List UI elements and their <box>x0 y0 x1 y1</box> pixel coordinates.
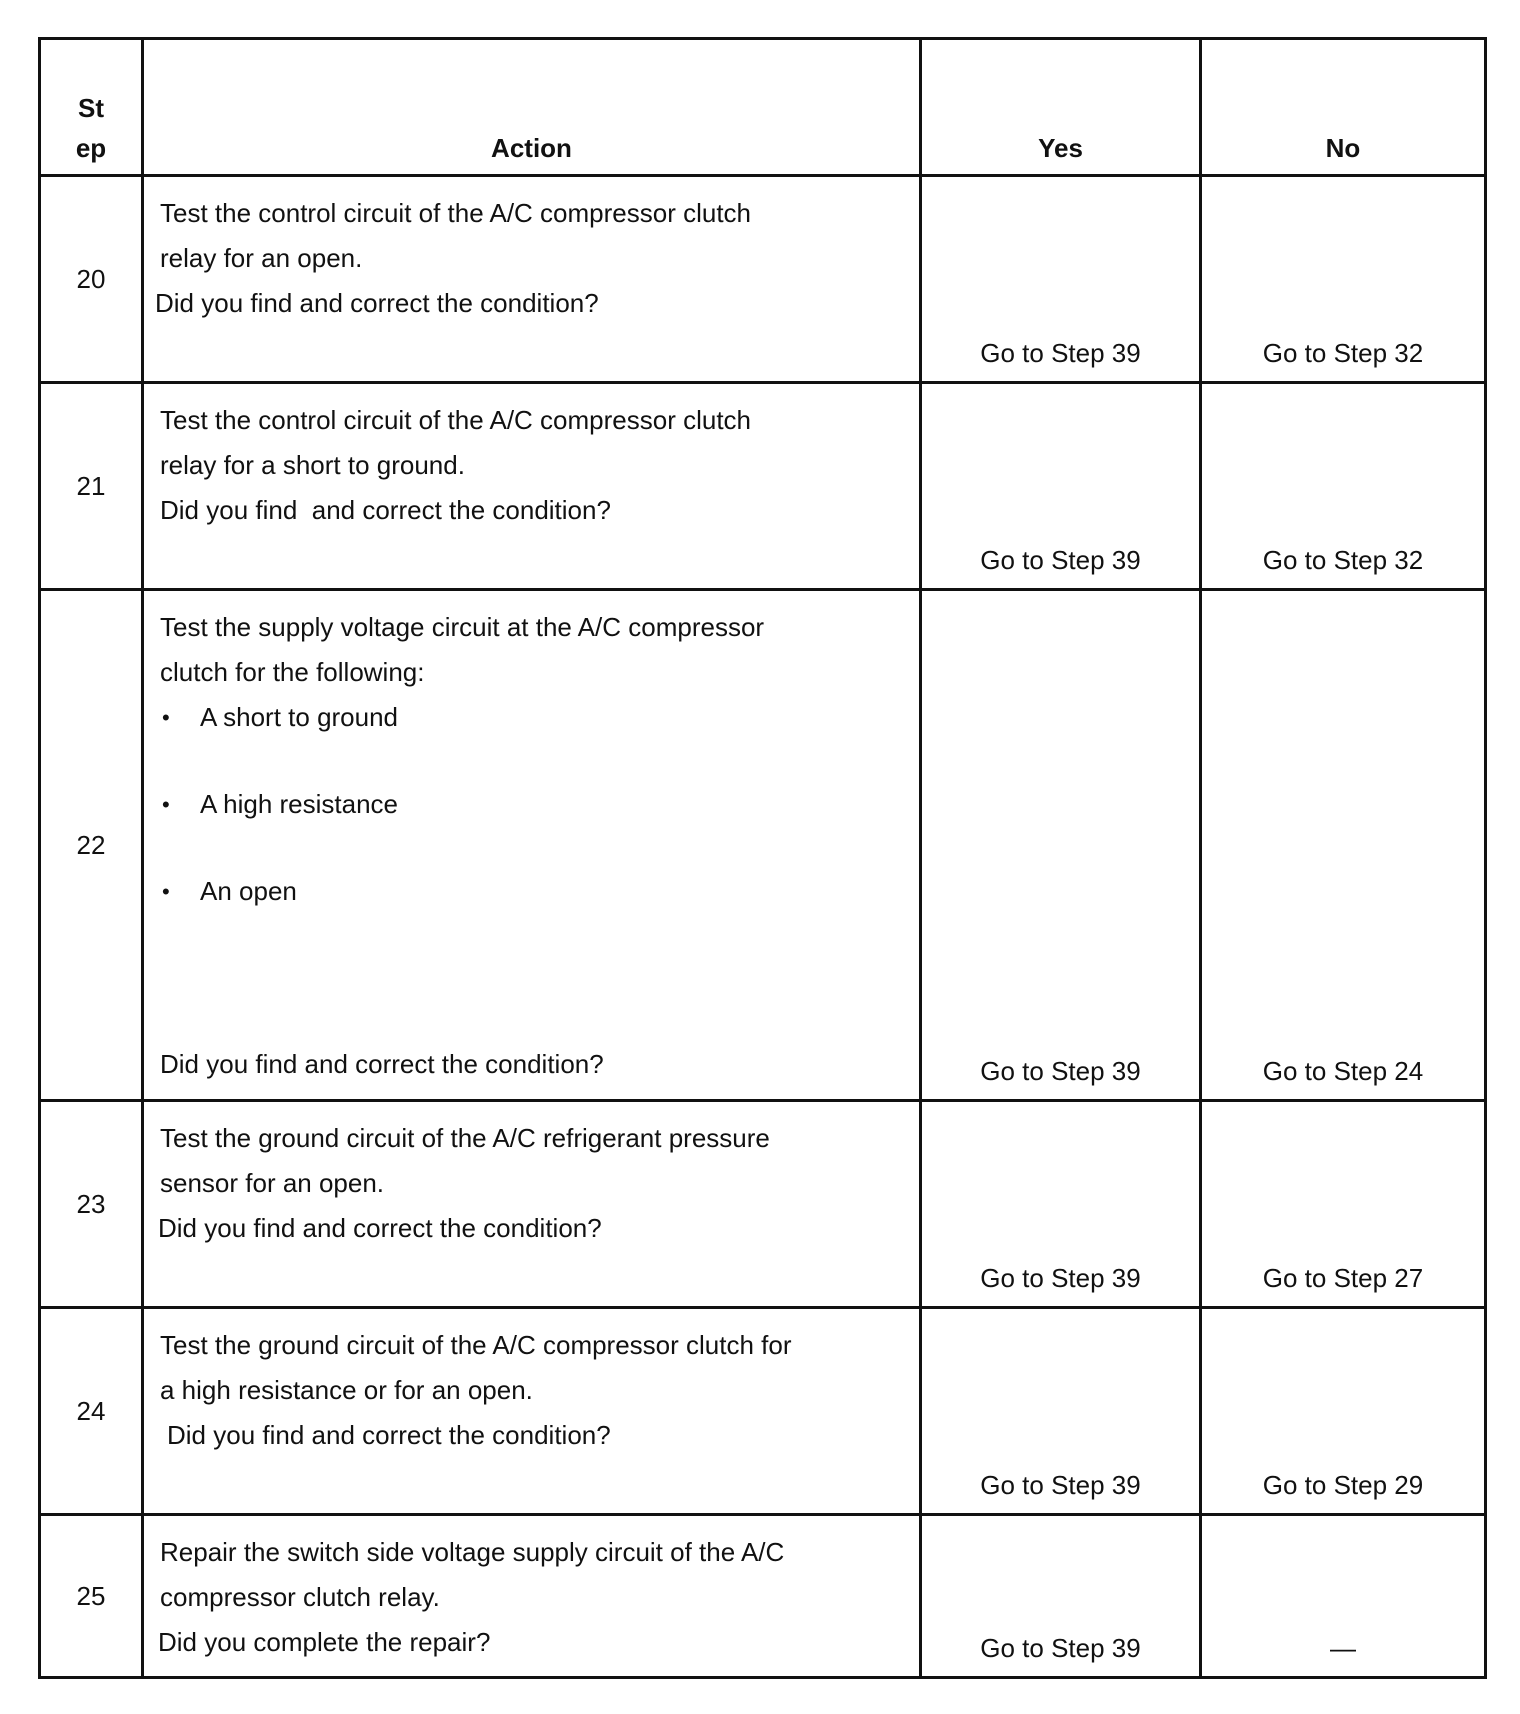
action-cell <box>143 1515 921 1678</box>
action-question: Did you find and correct the condition? <box>155 288 599 318</box>
action-question: Did you find and correct the condition? <box>158 1213 602 1243</box>
action-question: Did you complete the repair? <box>158 1627 491 1657</box>
header-action: Action <box>143 39 921 176</box>
condition-list <box>160 695 903 914</box>
header-step: St ep <box>40 39 143 176</box>
action-cell <box>143 590 921 1101</box>
list-item: • A short to ground <box>160 695 903 740</box>
bullet-icon: • <box>162 705 170 730</box>
action-line: relay for an open. <box>160 243 363 273</box>
action-cell <box>143 1308 921 1515</box>
no-cell <box>1201 1308 1486 1515</box>
no-cell <box>1201 1515 1486 1678</box>
no-cell <box>1201 590 1486 1101</box>
action-line: a high resistance or for an open. <box>160 1375 533 1405</box>
bullet-icon: • <box>162 879 170 904</box>
table-row <box>40 1308 1486 1515</box>
step-number: 25 <box>40 1515 143 1678</box>
action-line: compressor clutch relay. <box>160 1582 440 1612</box>
no-goto: Go to Step 27 <box>1262 1263 1424 1293</box>
yes-cell <box>921 1515 1201 1678</box>
action-line: clutch for the following: <box>160 657 425 687</box>
no-goto: Go to Step 32 <box>1262 338 1424 368</box>
action-line: relay for a short to ground. <box>160 450 465 480</box>
step-number: 22 <box>40 590 143 1101</box>
step-number: 24 <box>40 1308 143 1515</box>
no-cell <box>1201 1101 1486 1308</box>
table-row <box>40 176 1486 383</box>
action-question: Did you find and correct the condition? <box>160 495 611 525</box>
yes-goto: Go to Step 39 <box>980 1263 1141 1293</box>
action-line: Test the control circuit of the A/C compressor clutch <box>160 405 752 435</box>
action-line: Repair the switch side voltage supply circuit of the A/C <box>160 1537 785 1567</box>
yes-goto: Go to Step 39 <box>980 1470 1141 1500</box>
header-no: No <box>1201 39 1486 176</box>
step-number: 23 <box>40 1101 143 1308</box>
no-goto: Go to Step 29 <box>1262 1470 1424 1500</box>
no-goto: Go to Step 24 <box>1262 1056 1424 1086</box>
list-item: • A high resistance <box>160 782 903 827</box>
table-row <box>40 383 1486 590</box>
yes-goto: Go to Step 39 <box>980 545 1141 575</box>
yes-cell <box>921 1101 1201 1308</box>
action-cell <box>143 383 921 590</box>
no-goto: Go to Step 32 <box>1262 545 1424 575</box>
action-question: Did you find and correct the condition? <box>167 1420 611 1450</box>
no-cell <box>1201 176 1486 383</box>
action-line: sensor for an open. <box>160 1168 385 1198</box>
yes-cell <box>921 383 1201 590</box>
diagnostic-steps-table <box>38 37 1487 1679</box>
action-line: Test the ground circuit of the A/C refrigerant pressure <box>160 1123 770 1153</box>
action-cell <box>143 176 921 383</box>
action-line: Test the ground circuit of the A/C compressor clutch for <box>160 1330 792 1360</box>
table-row <box>40 1515 1486 1678</box>
no-cell <box>1201 383 1486 590</box>
action-cell <box>143 1101 921 1308</box>
yes-goto: Go to Step 39 <box>980 338 1141 368</box>
step-number: 20 <box>40 176 143 383</box>
step-number: 21 <box>40 383 143 590</box>
header-yes: Yes <box>921 39 1201 176</box>
yes-goto: Go to Step 39 <box>980 1056 1141 1086</box>
action-line: Test the supply voltage circuit at the A/C compressor <box>160 612 765 642</box>
table-header-row <box>40 39 1486 176</box>
action-question: Did you find and correct the condition? <box>160 1049 604 1079</box>
yes-cell <box>921 590 1201 1101</box>
bullet-icon: • <box>162 792 170 817</box>
list-item: • An open <box>160 869 903 914</box>
yes-goto: Go to Step 39 <box>980 1633 1141 1663</box>
no-goto: — <box>1330 1633 1356 1663</box>
yes-cell <box>921 1308 1201 1515</box>
table-row <box>40 1101 1486 1308</box>
table-row <box>40 590 1486 1101</box>
action-line: Test the control circuit of the A/C compressor clutch <box>160 198 752 228</box>
yes-cell <box>921 176 1201 383</box>
